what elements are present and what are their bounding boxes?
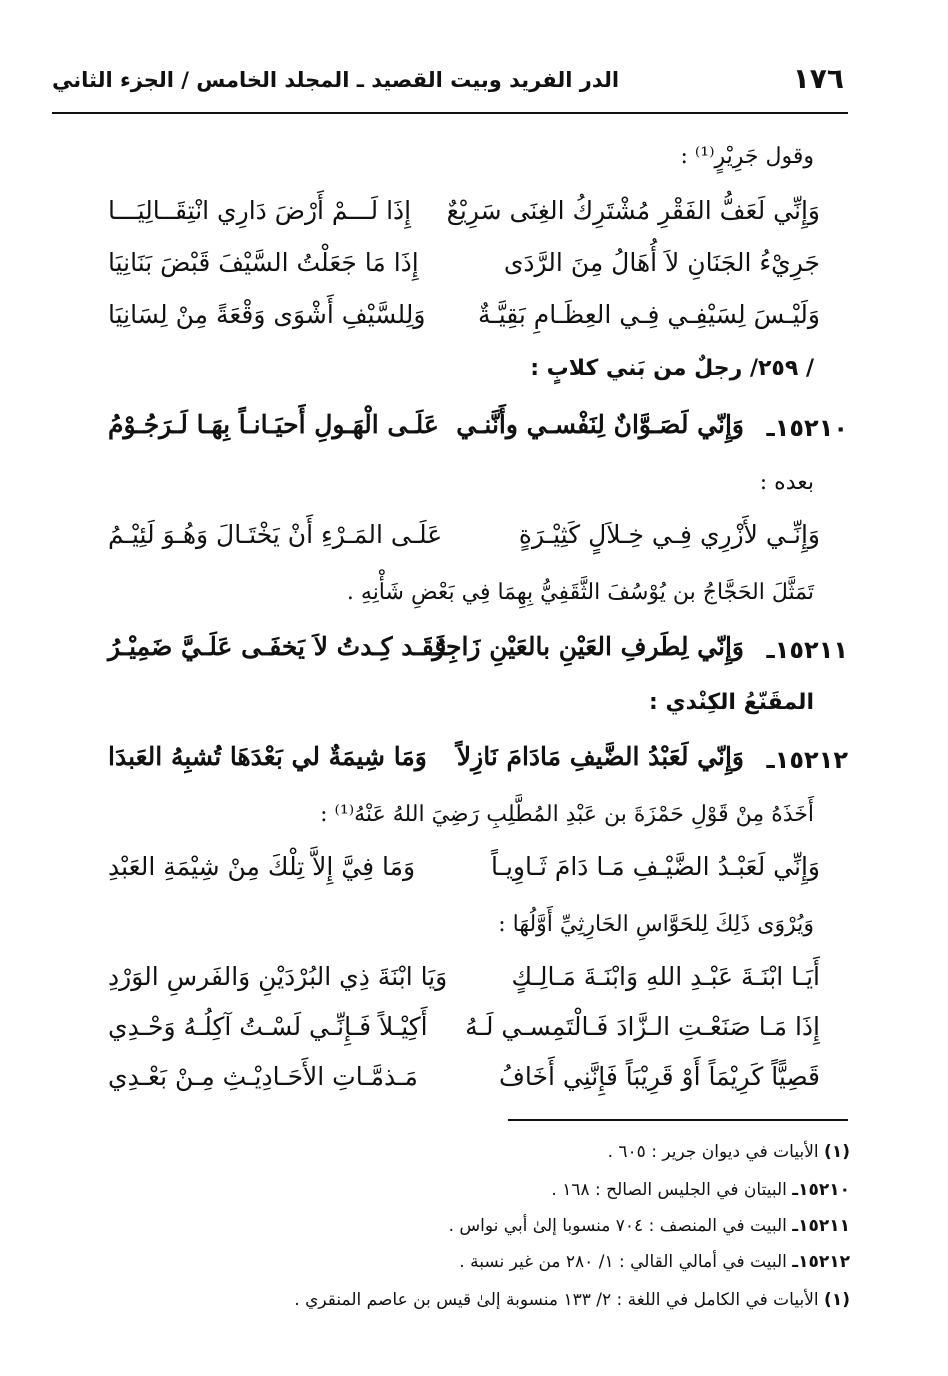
verse-first-hemistich: وَإِنّي لِطَرفِ العَيْنِ بالعَيْنِ زَاجِرٌ bbox=[432, 632, 744, 661]
verse-first-hemistich: إِذَا مَـا صَنَعْـتِ الـزَّادَ فَـالْتَمِسـي لَـهُ bbox=[465, 1012, 820, 1041]
verse-line bbox=[108, 1062, 820, 1102]
verse-first-hemistich: وَإِنِّي لَعَفُّ الفَقْرِ مُشْتَرِكُ الغِنَى سَرِيْعٌ bbox=[446, 196, 820, 225]
footnote-text: البيت في المنصف : ٧٠٤ منسوبا إلىٰ أبي نواس . bbox=[448, 1216, 787, 1236]
verse-second-hemistich: عَلَـى الْهَـولِ أَحيَـانـاً بِهَـا لَـرَجُـوْمُ bbox=[108, 410, 439, 439]
verse-line bbox=[108, 248, 820, 288]
verse-line bbox=[108, 962, 820, 1002]
hamza-note: أَخَذَهُ مِنْ قَوْلِ حَمْزَةَ بن عَبْدِ المُطَّلِبِ رَضِيَ اللهُ عَنْهُ⁽¹⁾ : bbox=[320, 802, 814, 827]
verse-line bbox=[108, 196, 820, 236]
verse-15211 bbox=[108, 632, 848, 676]
verse-line bbox=[108, 852, 820, 892]
verse-first-hemistich: وَإِنِّي لَعَبْـدُ الضَّيْـفِ مَـا دَامَ ثَـاوِيـاً bbox=[491, 852, 820, 881]
header-rule bbox=[52, 112, 848, 114]
verse-first-hemistich: قَصِيًّاً كَرِيْمَاً أَوْ قَرِيْبَاً فَإِنَّنِي أَخَافُ bbox=[499, 1062, 820, 1091]
verse-second-hemistich: وَمَا فِيَّ إِلاَّ تِلْكَ مِنْ شِيْمَةِ العَبْدِ bbox=[108, 852, 416, 881]
verse-second-hemistich: إِذَا لَـــمْ أَرْضَ دَارِي انْتِقَــالِيَـــا bbox=[108, 196, 412, 225]
verse-second-hemistich: أَكِيْـلاً فَـإِنِّـي لَسْـتُ آكِلُـهُ وَحْـدِي bbox=[108, 1012, 428, 1041]
footnote bbox=[449, 1216, 850, 1236]
verse-second-hemistich: وَمَا شِيمَةٌ لي بَعْدَهَا تُشبِهُ العَبدَا bbox=[108, 742, 427, 771]
verse-number: ١٥٢١٢ـ bbox=[766, 746, 848, 774]
verse-second-hemistich: فَقَـد كِـدتُ لاَ يَخفَـى عَلَـيَّ ضَمِيْـرُ bbox=[108, 632, 447, 661]
verse-first-hemistich: أَيَـا ابْنَـةَ عَبْـدِ اللهِ وَابْنَـةَ مَـالِـكٍ bbox=[511, 962, 820, 991]
verse-second-hemistich: وَلِلسَّيْفِ أَشْوَى وَقْعَةً مِنْ لِسَانِيَا bbox=[108, 300, 426, 329]
verse-second-hemistich: إِذَا مَا جَعَلْتُ السَّيْفَ قَبْضَ بَنَانِيَا bbox=[108, 248, 419, 277]
verse-15212 bbox=[108, 742, 848, 786]
after-label: بعده : bbox=[759, 470, 814, 495]
page-number: ١٧٦ bbox=[792, 62, 844, 95]
verse-first-hemistich: وَإِنّي لَعَبْدُ الضَّيفِ مَادَامَ نَازِلاً bbox=[456, 742, 744, 771]
footnote-text: البيت في أمالي القالي : ١/ ٢٨٠ من غير نسبة . bbox=[459, 1252, 787, 1272]
verse-line bbox=[108, 520, 820, 560]
footnote-text: البيتان في الجليس الصالح : ١٦٨ . bbox=[551, 1180, 787, 1200]
poet-muqanna: المقَنّعُ الكِنْدي : bbox=[649, 690, 814, 715]
page-header bbox=[52, 62, 852, 102]
verse-second-hemistich: مَـذمَّـاتِ الأَحَـادِيْـثِ مِـنْ بَعْـدِي bbox=[108, 1062, 418, 1091]
verse-first-hemistich: وَإِنّي لَصَـوَّانٌ لِنَفْسـي وأَنَّنـي bbox=[456, 410, 744, 439]
running-title: الدر الفريد وبيت القصيد ـ المجلد الخامس / الجزء الثاني bbox=[52, 68, 620, 92]
footnote-number: ١٥٢١٠ـ bbox=[792, 1180, 850, 1200]
footnote bbox=[294, 1290, 850, 1310]
footnote bbox=[551, 1180, 850, 1200]
verse-second-hemistich: وَيَا ابْنَةَ ذِي البُرْدَيْنِ وَالفَرسِ الوَرْدِ bbox=[108, 962, 448, 991]
verse-number: ١٥٢١٠ـ bbox=[766, 414, 848, 442]
footnote-text: الأبيات في الكامل في اللغة : ٢/ ١٣٣ منسوبة إلىٰ قيس بن عاصم المنقري . bbox=[294, 1290, 819, 1310]
verse-second-hemistich: عَلَـى المَـرْءِ أَنْ يَخْتَـالَ وَهُـوَ لَئِيْـمُ bbox=[108, 520, 443, 549]
footnote-text: الأبيات في ديوان جرير : ٦٠٥ . bbox=[607, 1142, 819, 1162]
footnote-number: ١٥٢١١ـ bbox=[792, 1216, 850, 1236]
verse-line bbox=[108, 1012, 820, 1052]
verse-first-hemistich: وَلَيْـسَ لِسَيْفِـي فِـي العِظَـامِ بَقِيَّـةٌ bbox=[477, 300, 820, 329]
verse-line bbox=[108, 300, 820, 340]
footnote-number: (١) bbox=[824, 1142, 850, 1162]
intro-jarir: وقول جَرِيْرٍ⁽¹⁾ : bbox=[680, 144, 814, 169]
verse-15210 bbox=[108, 410, 848, 454]
section-heading-259: / ٢٥٩/ رجلٌ من بَني كلابٍ : bbox=[530, 356, 814, 381]
footnote-number: (١) bbox=[824, 1290, 850, 1310]
verse-first-hemistich: وَإِنِّـي لأَزْرِي فِـي خِـلاَلٍ كَثِيْـرَةٍ bbox=[518, 520, 820, 549]
footnote-number: ١٥٢١٢ـ bbox=[792, 1252, 850, 1272]
harithi-note: وَيُرْوَى ذَلِكَ لِلحَوَّاسِ الحَارِثِيِّ أَوَّلُهَا : bbox=[498, 912, 814, 937]
verse-first-hemistich: جَرِيْءُ الجَنَانِ لاَ أُهَالُ مِنَ الرَّدَى bbox=[503, 248, 820, 277]
footnote-rule bbox=[508, 1119, 848, 1121]
footnote bbox=[459, 1252, 850, 1272]
verse-number: ١٥٢١١ـ bbox=[766, 636, 848, 664]
hajjaj-note: تَمَثَّلَ الحَجَّاجُ بن يُوْسُفَ الثَّقَفِيُّ بِهِمَا فِي بَعْضِ شَأْنِهِ . bbox=[346, 580, 814, 605]
footnote bbox=[608, 1142, 850, 1162]
